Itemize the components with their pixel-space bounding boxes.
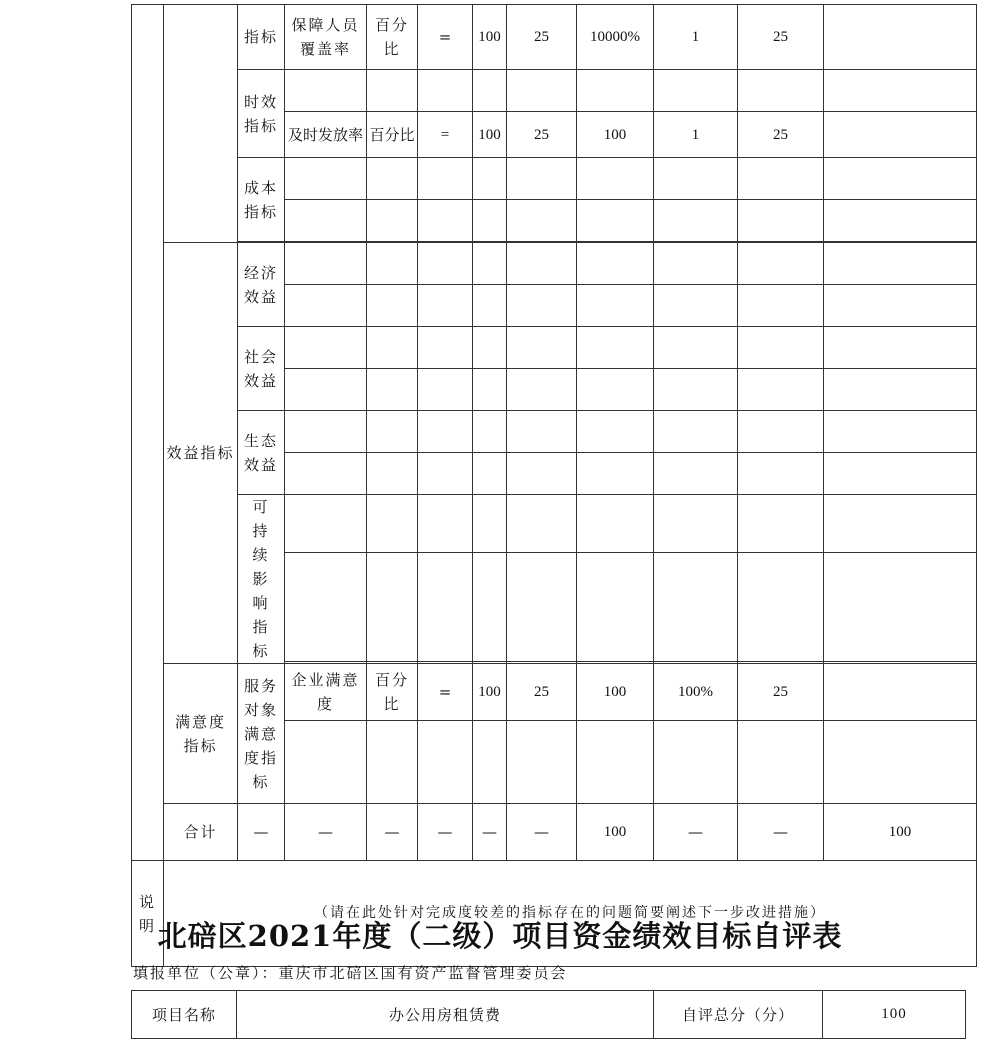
score-cell: 25 [738,5,824,70]
total-weight: 100 [577,804,654,861]
total-score-value: 100 [823,991,966,1039]
indicator-name: 保障人员覆盖率 [285,5,367,70]
score-cell: 25 [738,112,824,158]
category-cell: 成本指标 [238,158,285,242]
score-cell: 25 [738,664,824,721]
category-cell: 可持续影响指标 [238,495,285,664]
remark-cell [824,112,977,158]
actual-cell: 100 [577,112,654,158]
dash-cell: — [473,804,507,861]
dash-cell: — [418,804,473,861]
dash-cell: — [654,804,738,861]
operator-cell: = [418,5,473,70]
fill-unit-line: 填报单位（公章）：重庆市北碚区国有资产监督管理委员会 [133,964,568,982]
note-text: （请在此处针对完成度较差的指标存在的问题简要阐述下一步改进措施） [164,861,977,967]
page-title: 北碚区2021年度（二级）项目资金绩效目标自评表 [157,919,843,953]
weight-cell: 25 [507,5,577,70]
indicator-name: 企业满意度 [285,664,367,721]
total-row [132,804,977,861]
dash-cell: — [367,804,418,861]
indicator-name: 及时发放率 [285,112,367,158]
rate-cell: 1 [654,5,738,70]
weight-cell: 25 [507,664,577,721]
rate-cell: 1 [654,112,738,158]
dash-cell: — [238,804,285,861]
target-cell: 100 [473,664,507,721]
rate-cell: 100% [654,664,738,721]
category-cell: 生态效益 [238,411,285,495]
project-name-value: 办公用房租赁费 [237,991,654,1039]
target-cell: 100 [473,112,507,158]
note-label: 说明 [132,861,164,967]
satisfaction-group-cell: 满意度指标 [164,664,238,804]
unit-cell: 百分比 [367,112,418,158]
benefit-group-cell: 效益指标 [164,243,238,664]
category-cell: 时效指标 [238,70,285,158]
indicator-table [131,4,977,967]
category-cell: 服务对象满意度指标 [238,664,285,804]
unit-cell: 百分比 [367,5,418,70]
total-score-label: 自评总分（分） [654,991,823,1039]
dash-cell: — [738,804,824,861]
category-cell: 经济效益 [238,243,285,327]
remark-cell [824,5,977,70]
unit-cell: 百分比 [367,664,418,721]
target-cell: 100 [473,5,507,70]
operator-cell: = [418,664,473,721]
left-blank-column [132,5,164,861]
actual-cell: 100 [577,664,654,721]
total-label: 合计 [164,804,238,861]
category-cell: 指标 [238,5,285,70]
actual-cell: 10000% [577,5,654,70]
project-name-label: 项目名称 [132,991,237,1039]
remark-cell [824,664,977,721]
weight-cell: 25 [507,112,577,158]
operator-cell: = [418,112,473,158]
category-cell: 社会效益 [238,327,285,411]
project-summary-table [131,990,966,1039]
dash-cell: — [507,804,577,861]
dash-cell: — [285,804,367,861]
output-group-blank [164,5,238,243]
total-score: 100 [824,804,977,861]
